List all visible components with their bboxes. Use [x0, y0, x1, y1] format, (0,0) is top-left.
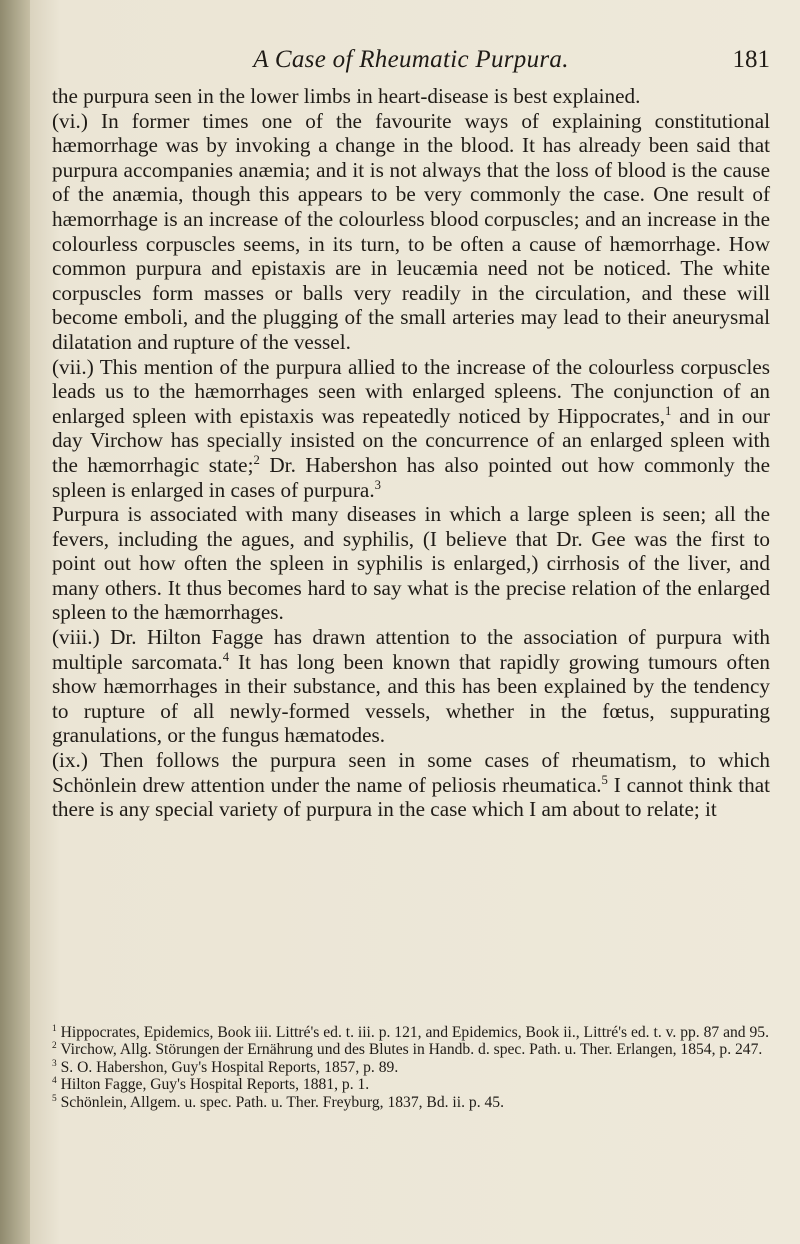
page-header — [52, 46, 770, 76]
footnote — [52, 1076, 770, 1093]
paragraph-text: (viii.) Dr. Hilton Fagge has drawn attention to the association of purpura with multiple sarcomata. — [52, 625, 770, 674]
paragraph — [52, 748, 770, 822]
paragraph: (vi.) In former times one of the favourite ways of explaining constitutional hæmorrhage was by invoking a change in the blood. It has already been said that purpura accompanies anæmia; and it is not always that the loss of blood is the cause of the anæmia, though this appears to be very commonly the case. One result of hæmorrhage is an increase of the colourless blood corpuscles; and an increase in the colourless corpuscles seems, in its turn, to be often a cause of hæmorrhage. How common purpura and epistaxis are in leucæmia need not be noticed. The white corpuscles form masses or balls very readily in the circulation, and these will become emboli, and the plugging of the small arteries may lead to their aneurysmal dilatation and rupture of the vessel. — [52, 108, 770, 354]
footnote-ref: 5 — [601, 772, 608, 787]
paragraph-text: It has long been known that rapidly growing tumours often show hæmorrhages in their substance, and this has been explained by the tendency to rupture of all newly-formed vessels, whether in the fœtus, suppurating granulations, or the fungus hæmatodes. — [52, 649, 770, 748]
footnote-text: Schönlein, Allgem. u. spec. Path. u. Ther. Freyburg, 1837, Bd. ii. p. 45. — [60, 1093, 504, 1111]
paragraph: the purpura seen in the lower limbs in heart-disease is best explained. — [52, 84, 641, 108]
footnote-mark: 1 — [52, 1023, 57, 1034]
paragraph-text: (ix.) Then follows the purpura seen in some cases of rheumatism, to which Schönlein drew attention under the name of peliosis rheumatica. — [52, 748, 770, 797]
footnote-mark: 4 — [52, 1076, 57, 1087]
body-text — [52, 84, 770, 822]
paragraph — [52, 625, 770, 748]
footnote — [52, 1094, 770, 1111]
footnote-mark: 2 — [52, 1041, 57, 1052]
footnote-text: Hippocrates, Epidemics, Book iii. Littré's ed. t. iii. p. 121, and Epidemics, Book ii., Littré's ed. t. v. pp. 87 and 95. — [60, 1024, 769, 1041]
footnote-ref: 2 — [253, 452, 260, 467]
footnote-ref: 4 — [222, 649, 230, 664]
footnote — [52, 1041, 770, 1058]
paragraph: Purpura is associated with many diseases in which a large spleen is seen; all the fevers, including the agues, and syphilis, (I believe that Dr. Gee was the first to point out how often the spleen in syphilis is enlarged,) cirrhosis of the liver, and many others. It thus becomes hard to say what is the precise relation of the enlarged spleen to the hæmorrhages. — [52, 502, 770, 625]
footnote-text: Hilton Fagge, Guy's Hospital Reports, 1881, p. 1. — [60, 1076, 370, 1094]
footnote-ref: 1 — [665, 403, 672, 418]
footnotes — [52, 1024, 770, 1111]
paragraph-text: and in our day Virchow has specially insisted on the concurrence of an enlarged spleen with the hæmorrhagic state; — [52, 403, 770, 477]
footnote-text: S. O. Habershon, Guy's Hospital Reports, 1857, p. 89. — [60, 1058, 399, 1076]
footnote-mark: 3 — [52, 1058, 57, 1069]
footnote-ref: 3 — [374, 477, 381, 492]
footnote-text: Virchow, Allg. Störungen der Ernährung und des Blutes in Handb. d. spec. Path. u. Ther. Erlangen, 1854, p. 247. — [60, 1041, 763, 1059]
paragraph-text: Dr. Habershon has also pointed out how commonly the spleen is enlarged in cases of purpura. — [52, 452, 770, 502]
footnote-mark: 5 — [52, 1093, 57, 1104]
running-title: A Case of Rheumatic Purpura. — [253, 46, 569, 73]
paragraph-text: I cannot think that there is any special variety of purpura in the case which I am about to relate; it — [52, 772, 770, 822]
paragraph-text: (vii.) This mention of the purpura allied to the increase of the colourless corpuscles leads us to the hæmorrhages seen with enlarged spleens. The conjunction of an enlarged spleen with epistaxis was repeatedly noticed by Hippocrates, — [52, 354, 770, 428]
page-number: 181 — [732, 46, 770, 73]
footnote — [52, 1059, 770, 1076]
paragraph — [52, 355, 770, 503]
footnote — [52, 1024, 770, 1041]
page-gutter-shadow — [0, 0, 30, 1244]
